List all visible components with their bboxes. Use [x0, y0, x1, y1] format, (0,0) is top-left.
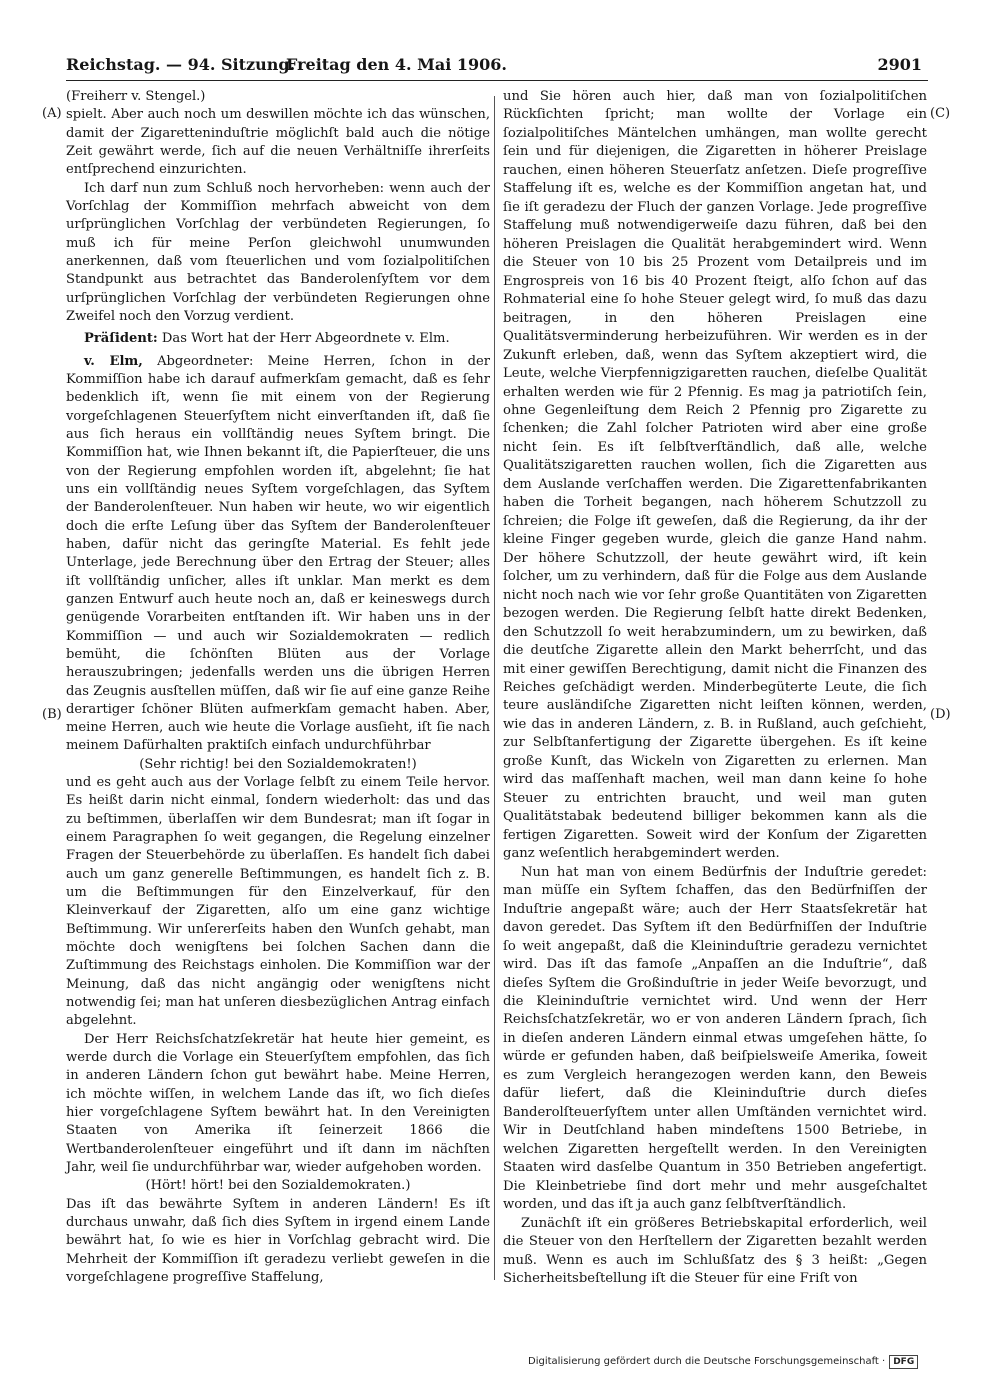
speech-text: Abgeordneter: Meine Herren, ſchon in der Kommiſſion habe ich darauf aufmerkſam gemacht, daß es ſehr bedenklich iſt, wenn ſie mit einem von der Regierung vorgeſchlagenen Steuerſyſtem nicht einverſtanden iſt, daß ſie aus ſich heraus ein vollſtändig neues Syſtem bringt. Die Kommiſſion hat, wie Ihnen bekannt iſt, die Papierſteuer, die uns von der Regierung empfohlen worden iſt, abgelehnt; ſie hat uns ein vollſtändig neues Syſtem vorgeſchlagen, das Syſtem der Banderolenſteuer. Nun haben wir heute, wo wir eigentlich doch die erſte Leſung über das Syſtem der Banderolenſteuer haben, dafür nicht das geringſte Material. Es fehlt jede Unterlage, jede Berechnung über den Ertrag der Steuer; alles iſt vollſtändig unſicher, alles iſt unklar. Man merkt es dem ganzen Entwurf auch heute noch an, daß er keineswegs durch genügende Vorarbeiten entſtanden iſt. Wir haben uns in der Kommiſſion — und auch wir Sozialdemokraten — redlich bemüht, die ſchönſten Blüten aus der Vorlage herauszubringen; jedenfalls werden uns die übrigen Herren das Zeugnis ausſtellen müſſen, daß wir ſie auf eine ganze Reihe derartiger ſchöner Blüten aufmerkſam gemacht haben. Aber, meine Herren, auch wie heute die Vorlage ausſieht, iſt ſie nach meinem Dafürhalten praktiſch einfach undurchführbar	[66, 353, 490, 754]
paragraph: Nun hat man von einem Bedürfnis der Induſtrie geredet: man müſſe ein Syſtem ſchaffen, das den Bedürfniſſen der Induſtrie angepaßt wäre; auch der Herr Staatsſekretär hat davon geredet. Das Syſtem iſt den Bedürfniſſen der Induſtrie ſo weit angepaßt, daß die Kleininduſtrie geradezu vernichtet wird. Das iſt das famoſe „Anpaſſen an die Induſtrie“, daß dieſes Syſtem die Großinduſtrie in jeder Weiſe bevorzugt, und die Kleininduſtrie vernichtet wird. Und wenn der Herr Reichsſchatzſekretär, wo er von anderen Ländern ſprach, ſich in dieſen anderen Ländern einmal etwas umgeſehen hätte, ſo würde er gefunden haben, daß beiſpielsweiſe Amerika, ſoweit es zum Vergleich herangezogen werden kann, den Beweis dafür liefert, daß die Kleininduſtrie durch dieſes Banderolſteuerſyſtem unter allen Umſtänden vernichtet wird. Wir in Deutſchland haben mindeſtens 1500 Betriebe, in welchen Zigaretten hergeſtellt werden. In den Vereinigten Staaten wird dasſelbe Quantum in 350 Betrieben angefertigt. Die Kleinbetriebe ſind dort mehr und mehr ausgeſchaltet worden, und das iſt ja auch ganz ſelbſtverſtändlich.	[503, 864, 927, 1213]
paragraph: spielt. Aber auch noch um deswillen möchte ich das wünschen, damit der Zigaretteninduſtrie möglichſt bald auch die nötige Zeit gewährt werde, ſich auf die neuen Verhältniſſe ihrerſeits entſprechend einzurichten.	[66, 107, 490, 178]
speaker-note: (Freiherr v. Stengel.)	[66, 89, 206, 104]
speech-text: Das Wort hat der Herr Abgeordnete v. Elm.	[161, 331, 450, 347]
running-header	[66, 54, 928, 76]
header-date: Freitag den 4. Mai 1906.	[286, 55, 507, 74]
column-divider	[494, 96, 495, 1280]
paragraph: und es geht auch aus der Vorlage ſelbſt zu einem Teile hervor. Es heißt darin nicht einmal, ſondern wiederholt: das und das zu beſtimmen, überlaſſen wir dem Bundesrat; man iſt ſogar in einem Paragraphen ſo weit gegangen, die Regelung einzelner Fragen der Steuerbehörde zu überlaſſen. Es handelt ſich dabei auch um ganz generelle Beſtimmungen, es handelt ſich z. B. um die Beſtimmungen für den Einzelverkauf, für den Kleinverkauf der Zigaretten, alſo um eine ganz wichtige Beſtimmung. Wir unſererſeits haben den Wunſch gehabt, man möchte doch wenigſtens bei ſolchen Sachen dann die Zuſtimmung des Reichstags einholen. Die Kommiſſion war der Meinung, daß das nicht angängig oder wenigſtens nicht notwendig ſei; man hat unſeren diesbezüglichen Antrag einfach abgelehnt.	[66, 775, 490, 1029]
header-left: Reichstag. — 94. Sitzung.	[66, 55, 296, 74]
dfg-logo: DFG	[889, 1355, 918, 1369]
interjection: (Sehr richtig! bei den Sozialdemokraten!)	[139, 756, 417, 772]
digitization-footer	[528, 1355, 988, 1369]
interjection: (Hört! hört! bei den Sozialdemokraten.)	[145, 1178, 411, 1194]
paragraph: Zunächſt iſt ein größeres Betriebskapital erforderlich, weil die Steuer von den Herſtellern der Zigaretten bezahlt werden muß. Wenn es auch im Schlußſatz des § 3 heißt: „Gegen Sicherheitsbeſtellung iſt die Steuer für eine Friſt von	[503, 1215, 927, 1286]
right-column	[503, 88, 927, 1288]
speaker-name: Präſident:	[84, 331, 158, 347]
margin-mark-d: (D)	[930, 707, 951, 722]
speaker-name: v. Elm,	[84, 353, 143, 369]
margin-mark-c: (C)	[930, 106, 951, 121]
left-column	[66, 88, 490, 1287]
footer-text: Digitalisierung gefördert durch die Deutsche Forschungsgemeinschaft ·	[528, 1356, 886, 1367]
margin-mark-a: (A)	[42, 106, 62, 121]
margin-mark-b: (B)	[42, 707, 62, 722]
paragraph: Das iſt das bewährte Syſtem in anderen Ländern! Es iſt durchaus unwahr, daß ſich dies Syſtem in irgend einem Lande bewährt hat, ſo wie es hier in Vorſchlag gebracht wird. Die Mehrheit der Kommiſſion iſt geradezu verliebt geweſen in die vorgeſchlagene progreſſive Staffelung,	[66, 1196, 490, 1285]
page-number: 2901	[877, 55, 922, 74]
paragraph: und Sie hören auch hier, daß man von ſozialpolitiſchen Rückſichten ſpricht; man wollte der Vorlage ein ſozialpolitiſches Mäntelchen umhängen, man wollte gerecht ſein und für diejenigen, die Zigaretten in höherer Preislage rauchen, einen höheren Steuerſatz anſetzen. Dieſe progreſſive Staffelung iſt es, welche es der Kommiſſion angetan hat, und ſie iſt geradezu der Fluch der ganzen Vorlage. Jede progreſſive Staffelung muß notwendigerweiſe dazu führen, daß bei den höheren Preislagen die Qualität herabgemindert wird. Wenn die Steuer von 10 bis 25 Prozent vom Detailpreis und im Engrospreis von 16 bis 40 Prozent ſteigt, alſo ſchon auf das Rohmaterial eine ſo hohe Steuer gelegt wird, ſo muß das dazu beitragen, in den höheren Preislagen eine Qualitätsverminderung herbeizuführen. Wir werden es in der Zukunft erleben, daß, wenn das Syſtem akzeptiert wird, die Leute, welche Vierpfennigzigaretten rauchen, dieſelbe Qualität erhalten werden wie für 2 Pfennig. Es mag ja patriotiſch ſein, ohne Gegenleiſtung dem Reich 2 Pfennig pro Zigarette zu ſchenken; die Zahl ſolcher Patrioten wird aber eine große nicht ſein. Es iſt ſelbſtverſtändlich, daß alle, welche Qualitätszigaretten rauchen wollen, ſich die Zigaretten aus dem Auslande verſchaffen werden. Die Zigarettenfabrikanten haben die Torheit begangen, nach höherem Schutzzoll zu ſchreien; die Folge iſt geweſen, daß die Regierung, da ihr der kleine Finger gegeben wurde, gleich die ganze Hand nahm. Der höhere Schutzzoll, der heute gewährt wird, iſt kein ſolcher, um zu verhindern, daß für die Folge aus dem Auslande nicht noch nach wie vor ſehr große Quantitäten von Zigaretten bezogen werden. Die Regierung ſelbſt hatte direkt Bedenken, den Schutzzoll ſo weit herabzumindern, um zu bewirken, daß die deutſche Zigarette allein den Markt beherrſcht, und das mit einer gewiſſen Berechtigung, damit nicht die Finanzen des Reiches geſchädigt werden. Minderbegüterte Leute, die ſich teure ausländiſche Zigaretten nicht leiſten können, werden, wie das in anderen Ländern, z. B. in Rußland, auch geſchieht, zur Selbſtanfertigung der Zigarette übergehen. Es iſt keine große Kunſt, das Wickeln von Zigaretten zu erlernen. Man wird das maſſenhaft machen, weil man dann keine ſo hohe Steuer zu entrichten braucht, und weil man guten Qualitätstabak bedeutend billiger bekommen kann als die fertigen Zigaretten. Soweit wird der Konſum der Zigaretten ganz weſentlich herabgemindert werden.	[503, 89, 927, 862]
paragraph	[66, 330, 490, 348]
paragraph: Ich darf nun zum Schluß noch hervorheben: wenn auch der Vorſchlag der Kommiſſion mehrfach abweicht von dem urſprünglichen Vorſchlag der verbündeten Regierungen, ſo muß ich für meine Perſon gleichwohl unumwunden anerkennen, daß vom ſteuerlichen und vom ſozialpolitiſchen Standpunkt aus betrachtet das Banderolenſyſtem vor dem urſprünglichen Vorſchlag der verbündeten Regierungen ohne Zweifel noch den Vorzug verdient.	[66, 180, 490, 324]
paragraph	[66, 353, 490, 756]
paragraph: Der Herr Reichsſchatzſekretär hat heute hier gemeint, es werde durch die Vorlage ein Steuerſyſtem empfohlen, das ſich in anderen Ländern ſchon gut bewährt habe. Meine Herren, ich möchte wiſſen, in welchem Lande das iſt, wo ſich dieſes hier vorgeſchlagene Syſtem bewährt hat. In den Vereinigten Staaten von Amerika iſt ſeinerzeit 1866 die Wertbanderolenſteuer eingeführt und iſt dann im nächſten Jahr, weil ſie undurchführbar war, wieder aufgehoben worden.	[66, 1031, 490, 1176]
header-rule	[66, 80, 928, 81]
